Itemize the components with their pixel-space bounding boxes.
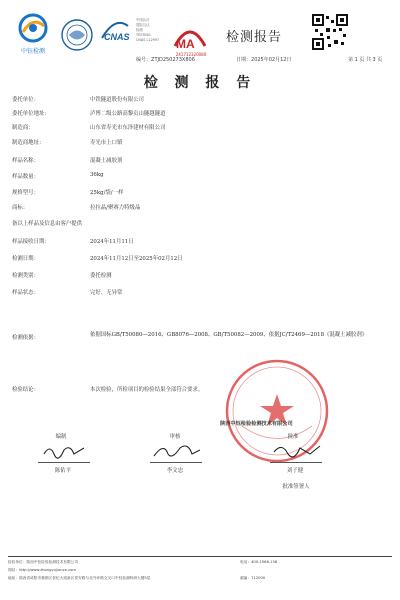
field-label: 规格型号： [12,190,39,196]
stamp-org: 陕西中钰检验检测技术有限公司 [220,421,293,427]
svg-text:MA: MA [176,37,195,51]
client-info-note: 备以上样品及信息由客户提供 [12,221,83,227]
field-value: 25kg/袋/一样 [90,190,124,196]
logo-text: 中钰检测 [20,48,45,55]
cert-line: CNAS L12997 [136,38,160,42]
field-value: 委托检测 [90,273,112,279]
signature-icon [40,440,90,462]
cert-line: TESTING [136,33,151,37]
field-label: 委托单位地址： [12,111,50,117]
footer-website [8,568,76,573]
report-header [0,0,400,64]
report-date-label: 日期： [236,57,252,63]
basis-label: 检测依据： [12,335,39,341]
page-number: 第 1 页 共 3 页 [348,57,383,63]
footer-address [8,576,150,581]
conclusion-value: 本次检验，所检项目的检验结果全部符合要求。 [90,387,204,393]
basis-value: 依据国标GB/T50080—2016、GB8076—2008、GB/T50082—2009、依据JC/T2469—2018《混凝土减胶剂》 [90,332,368,338]
field-label: 样品接收日期： [12,239,50,245]
footer-value: 陕西省咸阳市秦都区世纪大道新区泰安路与北外环路交叉口中钰检测科研大楼5层 [19,576,151,580]
sig-role-review: 审核 [169,434,181,440]
page-title: 检 测 报 告 [143,75,257,91]
signature-icon [150,440,204,462]
qr-code-icon [312,14,348,50]
field-label: 检测类别： [12,273,39,279]
footer-value: http://www.zhongyujiance.com [19,568,76,572]
sig-name-review: 李文忠 [166,468,184,474]
sig-role-compile: 编制 [55,434,67,440]
field-label: 样品数量： [12,174,39,180]
field-label: 样品状态： [12,290,39,296]
sig-name-compile: 陈佑平 [54,468,72,474]
cma-code: 241712320080 [175,52,207,57]
field-value: 中铁隧道股份有限公司 [90,97,144,103]
field-label: 样品名称： [12,158,39,164]
footer-value: 400-1568-158 [251,560,278,564]
conclusion-label: 检验结论： [12,387,39,393]
cert-line: 中国认可 [136,18,150,22]
field-label: 制造商地址： [12,140,45,146]
field-value: 2024年11月12日至2025年02月12日 [90,256,183,262]
footer-label: 电话： [240,560,252,564]
accreditation-seal-icon [60,18,94,52]
report-number [136,56,195,63]
sig-line [270,462,322,463]
field-value: 混凝土减胶剂 [90,158,123,164]
field-label: 检测日期： [12,256,39,262]
svg-text:CNAS: CNAS [104,32,130,42]
footer-value: 712000 [251,576,266,580]
footer-label: 地址： [8,576,20,580]
field-label: 委托单位： [12,97,39,103]
field-label: 商标： [12,205,29,211]
footer-label: 网站： [8,568,20,572]
cnas-cert-lines [136,18,166,43]
footer-zip [240,576,265,581]
field-value: 山东省寿光市东泽建材有限公司 [90,125,166,131]
report-number-label: 编号： [136,57,152,63]
field-value: 完好、无异常 [90,290,123,296]
footer-org [8,560,78,565]
report-footer [8,556,392,580]
sig-role-approve: 批准 [287,434,299,440]
doc-title: 检测报告 [226,30,283,45]
cnas-logo-icon [100,18,130,44]
field-value: 寿光市上口镇 [90,140,123,146]
approver-title: 批准签署人 [282,484,310,490]
report-date-value: 2025年02月12日 [251,57,292,63]
field-value: 拉拉晶/聚赛力特级晶 [90,205,141,211]
sig-name-approve: 刘子健 [286,468,304,474]
cert-line: 检测 [136,28,143,32]
report-number-value: ZTJD250273X806 [151,57,195,63]
field-label: 制造商： [12,125,34,131]
footer-value: 陕西中钰检验检测技术有限公司 [26,560,79,564]
signature-icon [270,440,324,462]
footer-label: 检验单位： [8,560,27,564]
field-value: 2024年11月11日 [90,239,134,245]
field-value: 36kg [90,172,104,178]
footer-label: 邮编： [240,576,252,580]
sig-line [150,462,202,463]
footer-tel [240,560,277,565]
sig-line [38,462,90,463]
field-value: 泸博二级公路高黎贡山隧越隧道 [90,111,166,117]
cert-line: 国际互认 [136,23,150,27]
report-date [236,56,291,63]
